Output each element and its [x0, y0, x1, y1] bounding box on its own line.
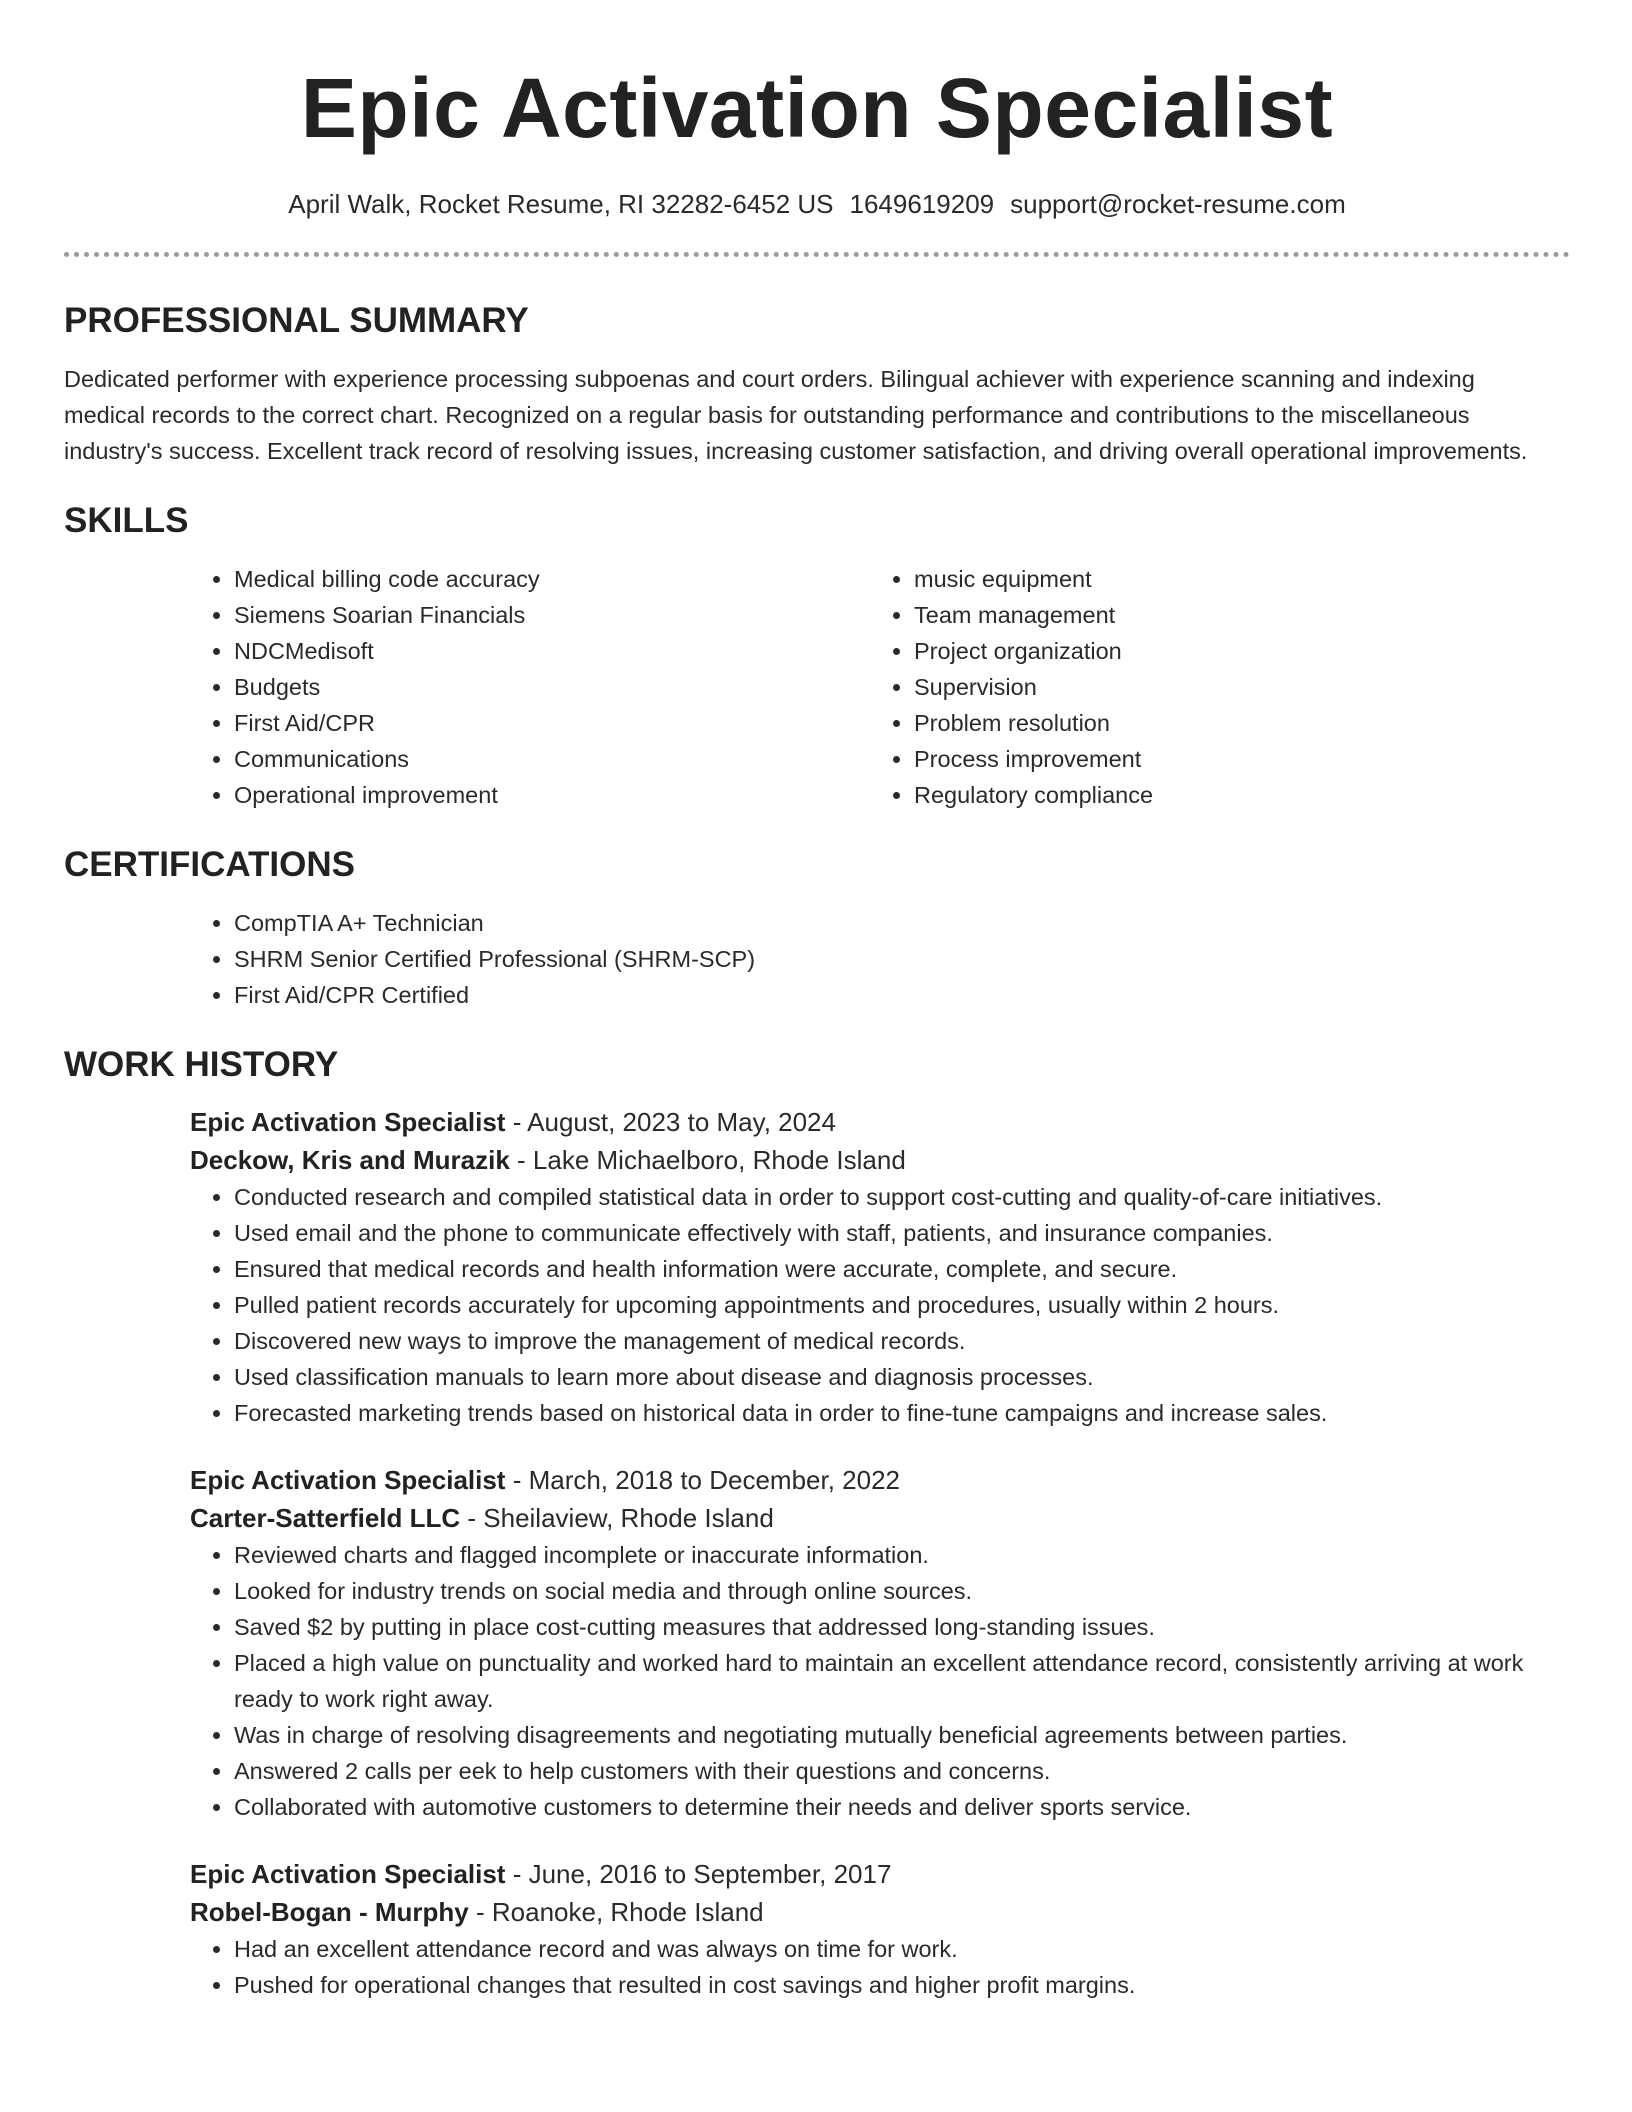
job-dates: - August, 2023 to May, 2024 — [505, 1107, 836, 1137]
skill-item: • Team management — [914, 597, 1550, 633]
section-title-summary: PROFESSIONAL SUMMARY — [64, 301, 529, 340]
job-company-line — [190, 1499, 1570, 1537]
job-company-line — [190, 1893, 1570, 1931]
job-bullet: • Looked for industry trends on social media and through online sources. — [234, 1573, 1570, 1609]
job-entry — [190, 1461, 1570, 1825]
certification-item: • CompTIA A+ Technician — [234, 905, 1570, 941]
section-title-skills: SKILLS — [64, 501, 189, 540]
section-title-work-history: WORK HISTORY — [64, 1045, 339, 1084]
job-title: Epic Activation Specialist — [190, 1859, 506, 1889]
job-bullets — [190, 1537, 1570, 1825]
job-location: - Lake Michaelboro, Rhode Island — [509, 1145, 906, 1175]
job-entry — [190, 1103, 1570, 1431]
job-bullet: • Used classification manuals to learn more about disease and diagnosis processes. — [234, 1359, 1570, 1395]
job-bullet: • Discovered new ways to improve the management of medical records. — [234, 1323, 1570, 1359]
contact-address: April Walk, Rocket Resume, RI 32282-6452 US — [288, 189, 834, 219]
certifications-list — [190, 905, 1570, 1013]
skill-item: • First Aid/CPR — [234, 705, 870, 741]
job-company: Deckow, Kris and Murazik — [190, 1145, 510, 1175]
resume-name: Epic Activation Specialist — [300, 61, 1334, 155]
job-title-line — [190, 1461, 1570, 1499]
job-title: Epic Activation Specialist — [190, 1465, 506, 1495]
job-bullet: • Had an excellent attendance record and was always on time for work. — [234, 1931, 1570, 1967]
skill-item: • NDCMedisoft — [234, 633, 870, 669]
job-title-line — [190, 1855, 1570, 1893]
skills-column-left — [190, 561, 870, 813]
job-dates: - March, 2018 to December, 2022 — [505, 1465, 901, 1495]
job-bullet: • Pulled patient records accurately for upcoming appointments and procedures, usually within 2 hours. — [234, 1287, 1570, 1323]
skill-item: • Budgets — [234, 669, 870, 705]
contact-email[interactable]: support@rocket-resume.com — [1010, 189, 1346, 219]
skill-item: • Supervision — [914, 669, 1550, 705]
job-entry — [190, 1855, 1570, 2003]
job-bullet: • Forecasted marketing trends based on historical data in order to fine-tune campaigns and increase sales. — [234, 1395, 1570, 1431]
skills-grid — [190, 561, 1570, 813]
job-bullet: • Used email and the phone to communicate effectively with staff, patients, and insurance companies. — [234, 1215, 1570, 1251]
skills-column-right — [870, 561, 1550, 813]
skill-item: • Operational improvement — [234, 777, 870, 813]
skill-item: • Medical billing code accuracy — [234, 561, 870, 597]
certification-item: • First Aid/CPR Certified — [234, 977, 1570, 1013]
job-bullet: • Placed a high value on punctuality and worked hard to maintain an excellent attendance record, consistently arriving at work ready to work right away. — [234, 1645, 1570, 1717]
job-location: - Sheilaview, Rhode Island — [460, 1503, 774, 1533]
skill-item: • Problem resolution — [914, 705, 1550, 741]
contact-line — [64, 188, 1570, 220]
job-title: Epic Activation Specialist — [190, 1107, 506, 1137]
resume-page — [64, 0, 1570, 2033]
job-bullet: • Ensured that medical records and health information were accurate, complete, and secure. — [234, 1251, 1570, 1287]
skill-item: • Process improvement — [914, 741, 1550, 777]
job-bullet: • Pushed for operational changes that resulted in cost savings and higher profit margins. — [234, 1967, 1570, 2003]
job-company-line — [190, 1141, 1570, 1179]
summary-text: Dedicated performer with experience processing subpoenas and court orders. Bilingual achiever with experience scanning and indexing medical records to the correct chart. Recognized on a regular basis for outstanding performance and contributions to the miscellaneous industry's success. Excellent track record of resolving issues, increasing customer satisfaction, and driving overall operational improvements. — [64, 366, 1528, 464]
job-bullets — [190, 1931, 1570, 2003]
job-company: Robel-Bogan - Murphy — [190, 1897, 469, 1927]
skill-item: • Communications — [234, 741, 870, 777]
certification-item: • SHRM Senior Certified Professional (SHRM-SCP) — [234, 941, 1570, 977]
job-bullet: • Saved $2 by putting in place cost-cutting measures that addressed long-standing issues. — [234, 1609, 1570, 1645]
job-dates: - June, 2016 to September, 2017 — [505, 1859, 892, 1889]
skill-item: • music equipment — [914, 561, 1550, 597]
job-bullet: • Collaborated with automotive customers to determine their needs and deliver sports service. — [234, 1789, 1570, 1825]
header-divider — [64, 252, 1570, 257]
job-title-line — [190, 1103, 1570, 1141]
contact-phone: 1649619209 — [849, 189, 995, 219]
skill-item: • Regulatory compliance — [914, 777, 1550, 813]
work-history-list — [190, 1103, 1570, 2003]
skill-item: • Project organization — [914, 633, 1550, 669]
job-bullet: • Reviewed charts and flagged incomplete or inaccurate information. — [234, 1537, 1570, 1573]
job-bullet: • Answered 2 calls per eek to help customers with their questions and concerns. — [234, 1753, 1570, 1789]
skill-item: • Siemens Soarian Financials — [234, 597, 870, 633]
job-bullets — [190, 1179, 1570, 1431]
job-company: Carter-Satterfield LLC — [190, 1503, 461, 1533]
job-bullet: • Was in charge of resolving disagreements and negotiating mutually beneficial agreements between parties. — [234, 1717, 1570, 1753]
job-bullet: • Conducted research and compiled statistical data in order to support cost-cutting and quality-of-care initiatives. — [234, 1179, 1570, 1215]
job-location: - Roanoke, Rhode Island — [468, 1897, 764, 1927]
section-title-certifications: CERTIFICATIONS — [64, 845, 356, 884]
